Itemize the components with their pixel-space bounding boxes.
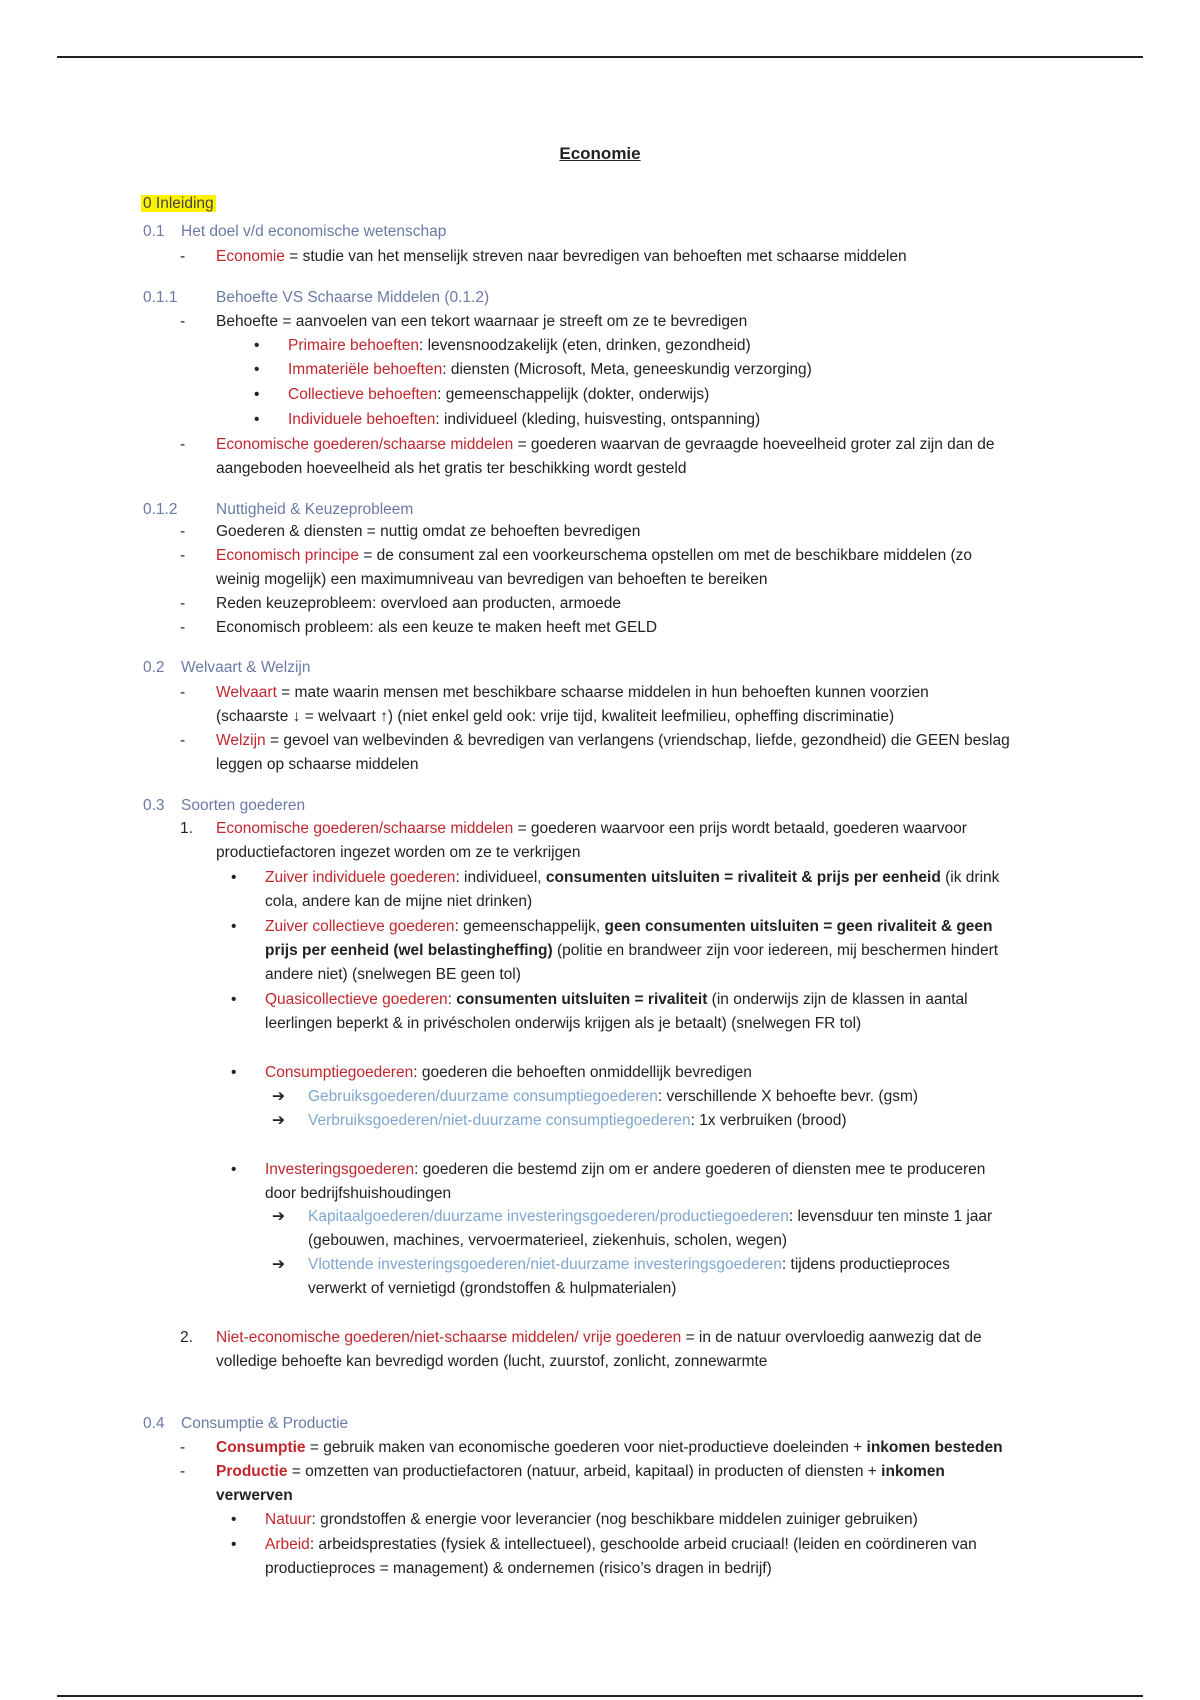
item-text: (ik drink: [940, 869, 1000, 886]
dash-marker: -: [180, 436, 186, 453]
bold-text: consumenten uitsluiten = rivaliteit & prijs per eenheid: [545, 869, 941, 886]
term: Welzijn: [216, 732, 266, 749]
term: Productie: [216, 1463, 288, 1480]
list-item: Goederen & diensten = nuttig omdat ze behoeften bevredigen: [216, 523, 641, 540]
heading-0-4: [143, 1412, 348, 1436]
list-item-continuation: door bedrijfshuishoudingen: [265, 1185, 452, 1202]
list-item: [288, 383, 709, 407]
list-item-continuation: weinig mogelijk) een maximumniveau van bevredigen van behoeften te bereiken: [216, 571, 768, 588]
item-text: : goederen die behoeften onmiddellijk bevredigen: [413, 1064, 752, 1081]
item-text: : levensduur ten minste 1 jaar: [788, 1208, 993, 1225]
list-item: [265, 1508, 918, 1532]
term: Quasicollectieve goederen: [265, 991, 448, 1008]
list-item: [216, 1436, 1003, 1460]
list-item-continuation: (gebouwen, machines, vervoermaterieel, ziekenhuis, scholen, wegen): [308, 1232, 788, 1249]
item-text: : individueel (kleding, huisvesting, ontspanning): [435, 411, 761, 428]
dash-marker: -: [180, 313, 186, 330]
item-text: : diensten (Microsoft, Meta, geneeskundig verzorging): [442, 361, 812, 378]
bold-text: inkomen besteden: [866, 1439, 1003, 1456]
item-text: : 1x verbruiken (brood): [690, 1112, 847, 1129]
heading-text: Consumptie & Productie: [181, 1415, 349, 1432]
list-item-continuation: verwerkt of vernietigd (grondstoffen & hulpmaterialen): [308, 1280, 677, 1297]
bullet-marker: •: [254, 361, 260, 378]
item-text: : goederen die bestemd zijn om er andere goederen of diensten mee te produceren: [414, 1161, 986, 1178]
term: Vlottende investeringsgoederen/niet-duurzame investeringsgoederen: [308, 1256, 782, 1273]
heading-text: Nuttigheid & Keuzeprobleem: [216, 501, 414, 518]
list-item-continuation: verwerven: [216, 1487, 293, 1504]
heading-number: 0.1: [143, 223, 165, 240]
term: Arbeid: [265, 1536, 310, 1553]
list-item: [308, 1109, 847, 1133]
term: Economische goederen/schaarse middelen: [216, 820, 514, 837]
list-item: [216, 1326, 982, 1350]
list-item-continuation: leggen op schaarse middelen: [216, 756, 419, 773]
term: Collectieve behoeften: [288, 386, 438, 403]
list-item: Behoefte = aanvoelen van een tekort waarnaar je streeft om ze te bevredigen: [216, 313, 748, 330]
arrow-marker: ➔: [272, 1088, 285, 1105]
heading-number: 0.3: [143, 797, 165, 814]
list-item-continuation: aangeboden hoeveelheid als het gratis ter beschikking wordt gesteld: [216, 460, 687, 477]
item-text: = studie van het menselijk streven naar bevredigen van behoeften met schaarse middelen: [284, 248, 907, 265]
heading-number: 0.1.2: [143, 501, 178, 518]
heading-0-1: [143, 220, 446, 244]
bold-text: inkomen: [881, 1463, 945, 1480]
dash-marker: -: [180, 619, 186, 636]
term: Economisch principe: [216, 547, 360, 564]
bullet-marker: •: [231, 1536, 237, 1553]
heading-text: Soorten goederen: [181, 797, 306, 814]
heading-text: Welvaart & Welzijn: [181, 659, 311, 676]
bullet-marker: •: [254, 386, 260, 403]
list-item: [288, 334, 751, 358]
list-item: [308, 1205, 992, 1229]
item-text: (politie en brandweer zijn voor iedereen, mij beschermen hindert: [552, 942, 999, 959]
list-item: [216, 544, 972, 568]
list-item: [265, 1533, 977, 1557]
section-inleiding: [141, 192, 216, 216]
item-text: = omzetten van productiefactoren (natuur, arbeid, kapitaal) in producten of diensten +: [287, 1463, 882, 1480]
heading-number: 0.2: [143, 659, 165, 676]
item-text: = in de natuur overvloedig aanwezig dat de: [681, 1329, 982, 1346]
footer-rule: [57, 1695, 1143, 1697]
list-item-continuation: productiefactoren ingezet worden om ze te verkrijgen: [216, 844, 581, 861]
dash-marker: -: [180, 1463, 186, 1480]
arrow-marker: ➔: [272, 1112, 285, 1129]
item-text: :: [447, 991, 457, 1008]
item-text: = goederen waarvoor een prijs wordt betaald, goederen waarvoor: [513, 820, 967, 837]
item-text: = gevoel van welbevinden & bevredigen van verlangens (vriendschap, liefde, gezondheid) die GEEN beslag: [265, 732, 1010, 749]
term: Gebruiksgoederen/duurzame consumptiegoederen: [308, 1088, 658, 1105]
page-title: Economie: [559, 144, 641, 163]
bullet-marker: •: [231, 1511, 237, 1528]
heading-text: Het doel v/d economische wetenschap: [181, 223, 447, 240]
header-rule: [57, 56, 1143, 58]
item-text: = mate waarin mensen met beschikbare schaarse middelen in hun behoeften kunnen voorzien: [276, 684, 929, 701]
bullet-marker: •: [254, 411, 260, 428]
item-text: : gemeenschappelijk (dokter, onderwijs): [437, 386, 710, 403]
list-item: Reden keuzeprobleem: overvloed aan producten, armoede: [216, 595, 621, 612]
list-item: [216, 681, 929, 705]
bold-text: prijs per eenheid (wel belastingheffing): [265, 942, 553, 959]
term: Consumptie: [216, 1439, 306, 1456]
heading-text: Behoefte VS Schaarse Middelen (0.1.2): [216, 289, 490, 306]
term: Zuiver individuele goederen: [265, 869, 456, 886]
list-item: [265, 1061, 752, 1085]
dash-marker: -: [180, 547, 186, 564]
term: Natuur: [265, 1511, 312, 1528]
list-item: [288, 358, 812, 382]
dash-marker: -: [180, 248, 186, 265]
term: Zuiver collectieve goederen: [265, 918, 455, 935]
item-text: : verschillende X behoefte bevr. (gsm): [657, 1088, 919, 1105]
list-item-continuation: cola, andere kan de mijne niet drinken): [265, 893, 533, 910]
term: Economische goederen/schaarse middelen: [216, 436, 514, 453]
heading-0-1-2: [143, 498, 413, 522]
list-item: [265, 866, 999, 890]
heading-0-3: [143, 794, 305, 818]
dash-marker: -: [180, 595, 186, 612]
dash-marker: -: [180, 523, 186, 540]
heading-0-1-1: [143, 286, 489, 310]
item-text: : grondstoffen & energie voor leverancier (nog beschikbare middelen zuiniger gebruiken): [311, 1511, 918, 1528]
term: Kapitaalgoederen/duurzame investeringsgoederen/productiegoederen: [308, 1208, 789, 1225]
item-text: : arbeidsprestaties (fysiek & intellectueel), geschoolde arbeid cruciaal! (leiden en coördineren van: [309, 1536, 977, 1553]
dash-marker: -: [180, 732, 186, 749]
item-text: : individueel,: [455, 869, 546, 886]
heading-number: 0.1.1: [143, 289, 178, 306]
bullet-marker: •: [254, 337, 260, 354]
dash-marker: -: [180, 1439, 186, 1456]
item-text: : gemeenschappelijk,: [454, 918, 605, 935]
list-item-continuation: [265, 939, 998, 963]
bullet-marker: •: [231, 1064, 237, 1081]
list-item: [216, 1460, 945, 1484]
bullet-marker: •: [231, 1161, 237, 1178]
bullet-marker: •: [231, 918, 237, 935]
term: Investeringsgoederen: [265, 1161, 415, 1178]
list-item-continuation: volledige behoefte kan bevredigd worden (lucht, zuurstof, zonlicht, zonnewarmte: [216, 1353, 768, 1370]
dash-marker: -: [180, 684, 186, 701]
list-item-continuation: (schaarste ↓ = welvaart ↑) (niet enkel geld ook: vrije tijd, kwaliteit leefmilieu, opheffing discriminatie): [216, 708, 895, 725]
arrow-marker: ➔: [272, 1256, 285, 1273]
item-text: : tijdens productieproces: [781, 1256, 950, 1273]
list-item: [216, 433, 995, 457]
heading-number: 0.4: [143, 1415, 165, 1432]
list-item: [265, 915, 993, 939]
list-item: [265, 988, 968, 1012]
bullet-marker: •: [231, 869, 237, 886]
term: Individuele behoeften: [288, 411, 436, 428]
bold-text: geen consumenten uitsluiten = geen rivaliteit & geen: [604, 918, 993, 935]
list-item: [216, 817, 967, 841]
term: Primaire behoeften: [288, 337, 419, 354]
item-text: (in onderwijs zijn de klassen in aantal: [707, 991, 968, 1008]
highlighted-heading: 0 Inleiding: [143, 195, 214, 212]
term: Consumptiegoederen: [265, 1064, 414, 1081]
item-text: = de consument zal een voorkeurschema opstellen om met de beschikbare middelen (zo: [359, 547, 973, 564]
term: Verbruiksgoederen/niet-duurzame consumptiegoederen: [308, 1112, 691, 1129]
list-item: [265, 1158, 985, 1182]
arrow-marker: ➔: [272, 1208, 285, 1225]
bold-text: consumenten uitsluiten = rivaliteit: [456, 991, 708, 1008]
list-item: Economisch probleem: als een keuze te maken heeft met GELD: [216, 619, 658, 636]
term: Niet-economische goederen/niet-schaarse middelen/ vrije goederen: [216, 1329, 682, 1346]
item-text: : levensnoodzakelijk (eten, drinken, gezondheid): [418, 337, 751, 354]
term: Welvaart: [216, 684, 277, 701]
list-item-continuation: productieproces = management) & ondernemen (risico’s dragen in bedrijf): [265, 1560, 772, 1577]
list-item: [308, 1085, 918, 1109]
item-text: = goederen waarvan de gevraagde hoeveelheid groter zal zijn dan de: [513, 436, 995, 453]
list-item: [216, 729, 1010, 753]
list-item: [308, 1253, 950, 1277]
heading-0-2: [143, 656, 311, 680]
list-item-continuation: andere niet) (snelwegen BE geen tol): [265, 966, 521, 983]
list-item: [288, 408, 760, 432]
list-item: [216, 245, 907, 269]
term: Immateriële behoeften: [288, 361, 443, 378]
term: Economie: [216, 248, 285, 265]
item-text: = gebruik maken van economische goederen voor niet-productieve doeleinden +: [305, 1439, 867, 1456]
number-marker: 2.: [180, 1329, 193, 1346]
list-item-continuation: leerlingen beperkt & in privéscholen onderwijs krijgen als je betaalt) (snelwegen FR tol): [265, 1015, 862, 1032]
number-marker: 1.: [180, 820, 193, 837]
bullet-marker: •: [231, 991, 237, 1008]
